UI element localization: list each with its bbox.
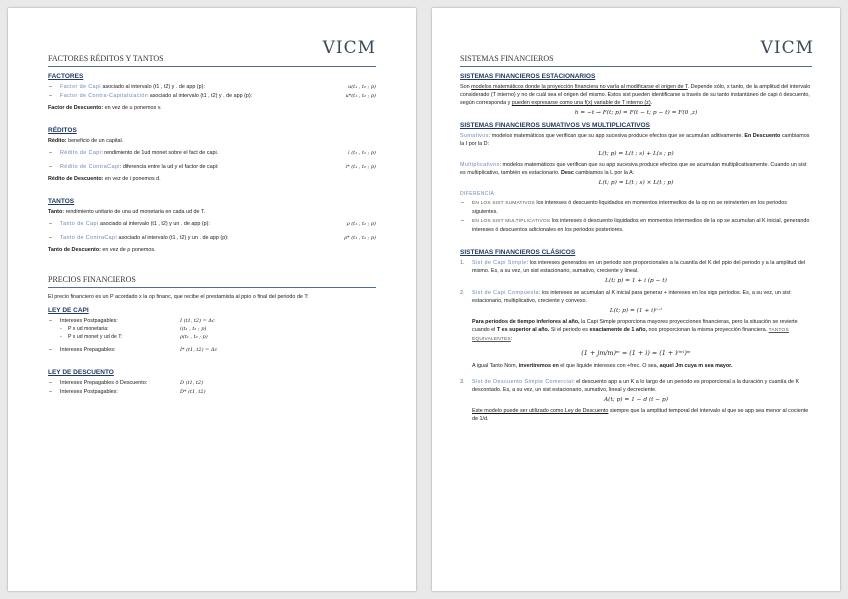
page-title: FACTORES RÉDITOS Y TANTOS (48, 54, 376, 67)
intro-bold: Tanto: (48, 209, 65, 215)
tanto-intro (48, 208, 376, 216)
clasicos-item-3 (460, 378, 812, 394)
sumativos-equation: L(t; p) = L(t ; s) + L(s ; p) (598, 151, 674, 157)
clasicos-item-2-equation: L(t; p) = (1 + i)ᵖ⁻ᵗ (609, 308, 663, 314)
text: los intereses ó descuento liquidados en momentos intermedios de la op no se reinvierten en los periodos siguientes. (472, 200, 787, 215)
factor-capi-item (48, 83, 376, 91)
underlined-text: Este modelo puede ser utilizado como Ley de Descuento (472, 408, 609, 414)
redito-intro (48, 137, 376, 145)
formula: i (t₁ , t₂ ; p) (348, 150, 376, 156)
logo: VICM (322, 38, 376, 58)
underlined-text: modelos matemáticos donde la proyección financiera no varía al modificarse el origen de T (471, 84, 688, 90)
section-tantos-heading: TANTOS (48, 198, 75, 205)
tanto-capi-item (48, 220, 376, 228)
desc: : rendimiento de 1ud monet sobre el fact de capi. (101, 150, 219, 156)
formula: u(t₁ , t₂ ; p) (348, 84, 376, 90)
ley-capi-item-prepagables (48, 346, 376, 354)
formula: ρ (t₁ , t₂ ; p) (346, 221, 376, 227)
bold-text: Desc (560, 170, 574, 176)
bold-text: exactamente de 1 año, (589, 327, 648, 333)
formula: i(t₁ , t₂ ; p) (180, 326, 207, 332)
ley-capi-item-postpagables (48, 317, 376, 325)
desc: asociado al intervalo (t1 , t2) y . de app (p): (148, 93, 253, 99)
redito-capi-item (48, 149, 376, 157)
diferencia-item-sumativos (460, 199, 812, 216)
text: Son (460, 84, 472, 90)
note-rest: en vez de ρ ponemos. (100, 247, 156, 253)
section-reditos-heading: RÉDITOS (48, 127, 77, 134)
text: el que liquide intereses con +frec. O sea, (558, 363, 660, 369)
multiplicativos-paragraph (460, 161, 812, 177)
note-bold: Factor de Descuento: (48, 105, 104, 111)
sumativos-heading: SISTEMAS FINANCIEROS SUMATIVOS VS MULTIPLICATIVOS (460, 122, 650, 129)
item-number: 1. (460, 260, 465, 266)
intro-bold: Rédito: (48, 138, 67, 144)
ley-desc-item-postpagables (48, 388, 376, 396)
clasicos-item-3-equation: A(t; p) = 1 − d (t − p) (604, 397, 668, 403)
redito-contracapi-item (48, 163, 376, 171)
estacionarios-paragraph (460, 83, 812, 107)
clasicos-item-1-equation: L(t; p) = 1 + i (p − t) (605, 278, 667, 284)
precios-intro: El precio financiero es un P acordado x la op financ, que recibe el prestamista al ppio o final del periodo de T: (48, 294, 309, 300)
desc: : diferencia entre la ud y el factor de capi: (119, 164, 219, 170)
term: Tanto de ContraCapi (60, 235, 118, 241)
formula: D (t1, t2) (180, 380, 204, 386)
clasicos-item-3-note (460, 407, 812, 423)
text: los intereses ó descuento liquidados en momentos intermedios de la op se acumulan al K inicial, generando intereses ó descuentos adicionales en los periodos posteriores. (472, 218, 810, 233)
diferencia-label: DIFERENCIA: (460, 191, 497, 197)
label: – Intereses Prepagables: (60, 347, 116, 353)
desc: asociado al intervalo (t1 , t2) y un . de app (p): (117, 235, 229, 241)
text: : los intereses se acumulan al K inicial para generar + intereses en los sigs periodos. Es, a su vez, un sist estacionario, multiplicativo, creciente y convexo. (472, 290, 791, 304)
label: - P x ud monet y ud de T: (68, 333, 123, 340)
estacionarios-heading: SISTEMAS FINANCIEROS ESTACIONARIOS (460, 73, 596, 80)
formula: I (t1, t2) = Δc (180, 318, 215, 324)
label: - P x ud monetaria: (68, 326, 109, 332)
page-title: SISTEMAS FINANCIEROS (460, 54, 812, 67)
formula: u*(t₁ , t₂ ; p) (345, 93, 376, 99)
bold-text: aquel Jm cuya m sea mayor. (659, 363, 733, 369)
note-bold: Rédito de Descuento: (48, 176, 104, 182)
small-caps: EN LOS SIST MULTIPLICATIVOS (472, 219, 551, 224)
note-rest: en vez de u ponemos v. (103, 105, 162, 111)
tantos-equivalentes-link[interactable]: TANTOS EQUIVALENTES (472, 328, 789, 342)
desc: asociado al intervalo (t1 , t2) y un . de app (p): (98, 221, 210, 227)
bold-text: T es superior al año. (496, 327, 550, 333)
bold-text: Para periodos de tiempo inferiores al año, (472, 319, 580, 325)
term: Sist de Capi Compuesta (472, 290, 539, 296)
text: siempre que la amplitud temporal del intervalo al que se app sea menor al cociente de 1/d. (472, 408, 809, 422)
note-bold: Tanto de Descuento: (48, 247, 101, 253)
sumativos-paragraph (460, 132, 812, 148)
text: : modelos matemáticos que verifican que su app sucesiva produce efectos que se acumulan multiplicativamente. Cuando un sist es multiplicativo, también es estacionario. (460, 162, 807, 176)
ley-descuento-heading: LEY DE DESCUENTO (48, 369, 114, 376)
clasicos-item-2-note (460, 362, 812, 370)
clasicos-heading: SISTEMAS FINANCIEROS CLÁSICOS (460, 249, 576, 256)
tanto-descuento-note (48, 246, 376, 254)
ley-desc-item-prepagables (48, 379, 376, 387)
precios-title: PRECIOS FINANCIEROS (48, 275, 376, 288)
item-number: 3. (460, 379, 465, 385)
clasicos-item-2 (460, 289, 812, 305)
text: : el descuento app a un K a lo largo de un periodo es proporcional a la duración y cuantía de K descontado. Es, a su vez, un sist estacionario, sumativo, lineal y decreciente. (472, 379, 800, 393)
text: : modelos matemáticos que verifican que su app sucesiva produce efectos que se acumulan aditivamente. (488, 133, 745, 139)
clasicos-item-2-equation-2: (1 + jm/m)ᵐ = (1 + i) = (1 + i⁽ᵐ⁾)ᵐ (581, 349, 691, 357)
formula: ρ(t₁ , t₂ ; p) (180, 333, 208, 340)
formula: D* (t1, t2) (180, 389, 206, 395)
text: A igual Tanto Nom, (472, 363, 519, 369)
tanto-contracapi-item (48, 234, 376, 242)
term: Sumativos (460, 133, 489, 139)
diferencia-item-multiplicativos (460, 217, 812, 234)
desc: asociado al intervalo (t1 , t2) y . de app (p): (100, 84, 205, 90)
page-right (432, 8, 840, 591)
text: : los intereses generados en un periodo son proporcionales a la cuantía del K del ppio del periodo y a la amplitud del mismo. Es, a su vez, un sist estacionario, sumativo, creciente y lineal. (472, 260, 806, 274)
bold-text: invertiremos en (518, 363, 559, 369)
bold-text: En Descuento (744, 133, 781, 139)
label: – Intereses Postpagables: (60, 389, 118, 395)
page-left (8, 8, 416, 591)
formula: i* (t₁ , t₂ ; p) (345, 164, 376, 170)
estacionarios-equation: h = −t → F(t; p) = F(t − t; p − t) = F(0 ,z) (574, 110, 698, 116)
clasicos-item-1 (460, 259, 812, 275)
text: : (510, 336, 513, 342)
term: Rédito de Capi (60, 150, 102, 156)
term: Sist de Capi Simple (472, 260, 527, 266)
multiplicativos-equation: L(t; p) = L(t ; s) × L(t ; p) (598, 180, 674, 186)
term: Factor de Contra-Capitalización (60, 93, 149, 99)
small-caps: EN LOS SIST SUMATIVOS (472, 201, 535, 206)
ley-capi-sub-ud-monetaria (48, 326, 376, 334)
ley-capi-sub-ud-monet-t (48, 334, 376, 342)
item-number: 2. (460, 290, 465, 296)
text: la Capi Simple proporciona mayores proyecciones financieras, pero la situación se revierte cuando el (472, 319, 798, 333)
formula: I* (t1, t2) = Δc (180, 347, 218, 353)
term: Factor de Capi (60, 84, 101, 90)
term: Sist de Descuento Simple Comercial (472, 379, 574, 385)
note-rest: en vez de i ponemos d. (103, 176, 161, 182)
text: nos proporcionan la misma proyección financiera. (647, 327, 769, 333)
intro-rest: beneficio de un capital. (66, 138, 124, 144)
text: . (650, 100, 653, 106)
label: – Intereses Postpagables: (60, 318, 118, 324)
clasicos-item-2-paragraph (460, 318, 812, 344)
factor-descuento-note (48, 104, 376, 112)
text: . Depende sólo, x tanto, de la amplitud del intervalo considerado (T interno) y no de cuál sea el origen del mismo. Estos sist pueden identificarse a través de su tanto instantáneo de capi ó descuento, según corresponda y (460, 84, 811, 106)
redito-descuento-note (48, 175, 376, 183)
section-factores-heading: FACTORES (48, 73, 84, 80)
underlined-text: pueden expresarse como una f(x) variable de T interno (z) (511, 100, 651, 106)
ley-capi-heading: LEY DE CAPI (48, 307, 89, 314)
label: – Intereses Prepagables ó Descuento: (60, 380, 148, 386)
term: Rédito de ContraCapi (60, 164, 120, 170)
text: cambiamos la I por la D: (460, 133, 810, 147)
text: cambiamos la L por la A: (573, 170, 635, 176)
formula: ρ* (t₁ , t₂ ; p) (344, 235, 376, 241)
text: Si el periodo es (549, 327, 590, 333)
intro-rest: rendimiento unitario de una ud monetaria en cada ud de T. (64, 209, 206, 215)
factor-contracapi-item (48, 92, 376, 100)
term: Multiplicativos (460, 162, 500, 168)
term: Tanto de Capi (60, 221, 99, 227)
logo: VICM (760, 38, 814, 58)
